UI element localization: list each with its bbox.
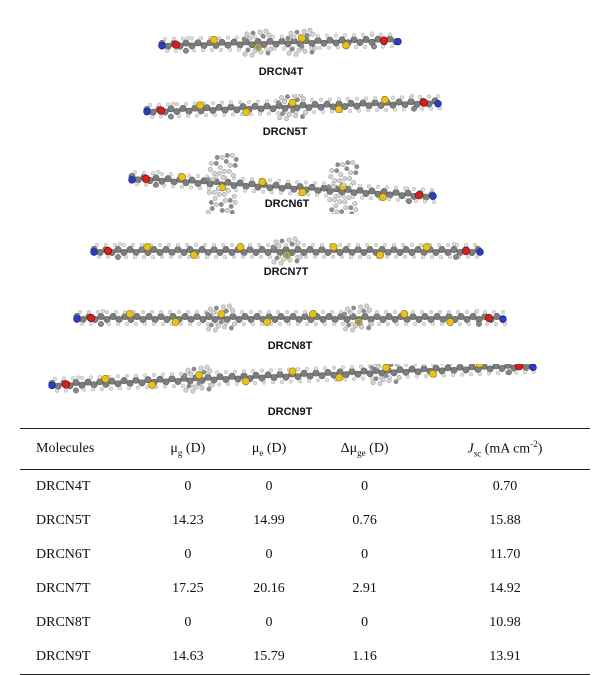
header-molecules: Molecules bbox=[20, 429, 147, 470]
molecule-structure-drcn4t bbox=[150, 28, 410, 62]
cell-jsc: 13.91 bbox=[420, 640, 590, 675]
molecule-atoms bbox=[159, 28, 402, 57]
molecule-atoms bbox=[74, 304, 507, 332]
cell-delta-mu: 0 bbox=[309, 470, 420, 505]
header-mu-g-unit: (D) bbox=[182, 441, 205, 456]
header-delta-mu-unit: (D) bbox=[366, 441, 389, 456]
molecule-label-drcn7t: DRCN7T bbox=[264, 266, 309, 278]
cell-delta-mu: 0 bbox=[309, 538, 420, 572]
cell-molecule: DRCN9T bbox=[20, 640, 147, 675]
dipole-moment-table bbox=[20, 428, 590, 675]
cell-mu-e: 14.99 bbox=[229, 504, 310, 538]
table-row bbox=[20, 470, 590, 505]
molecule-atoms bbox=[49, 364, 537, 393]
molecule-label-drcn9t: DRCN9T bbox=[268, 406, 313, 418]
header-mu-e-symbol: μ bbox=[252, 441, 260, 456]
molecule-atoms bbox=[144, 94, 442, 121]
molecule-label-drcn4t: DRCN4T bbox=[259, 66, 304, 78]
header-mu-e-unit: (D) bbox=[263, 441, 286, 456]
table-row bbox=[20, 606, 590, 640]
header-mu-e-sub: e bbox=[259, 447, 263, 457]
table-row bbox=[20, 572, 590, 606]
cell-delta-mu: 1.16 bbox=[309, 640, 420, 675]
header-jsc-close: ) bbox=[538, 442, 543, 457]
cell-molecule: DRCN8T bbox=[20, 606, 147, 640]
cell-mu-g: 0 bbox=[147, 606, 229, 640]
molecule-structure-drcn8t bbox=[65, 296, 515, 340]
header-delta-mu bbox=[309, 429, 420, 470]
cell-jsc: 11.70 bbox=[420, 538, 590, 572]
molecule-label-drcn6t: DRCN6T bbox=[265, 198, 310, 210]
header-mu-g-sub: g bbox=[178, 447, 183, 457]
header-mu-g-symbol: μ bbox=[170, 441, 178, 456]
header-jsc-sub: sc bbox=[474, 449, 482, 459]
cell-jsc: 0.70 bbox=[420, 470, 590, 505]
molecule-label-drcn5t: DRCN5T bbox=[263, 126, 308, 138]
cell-mu-e: 20.16 bbox=[229, 572, 310, 606]
cell-molecule: DRCN6T bbox=[20, 538, 147, 572]
header-jsc-unit: (mA cm bbox=[481, 442, 530, 457]
header-delta-mu-sub: ge bbox=[357, 447, 366, 457]
cell-mu-g: 0 bbox=[147, 470, 229, 505]
cell-jsc: 14.92 bbox=[420, 572, 590, 606]
cell-molecule: DRCN5T bbox=[20, 504, 147, 538]
header-jsc bbox=[420, 429, 590, 470]
molecule-structure-drcn7t bbox=[82, 236, 492, 266]
header-delta-mu-symbol: Δμ bbox=[341, 441, 358, 456]
header-jsc-symbol: J bbox=[467, 442, 473, 457]
cell-mu-e: 0 bbox=[229, 470, 310, 505]
table-row bbox=[20, 640, 590, 675]
cell-mu-g: 14.63 bbox=[147, 640, 229, 675]
molecule-label-drcn8t: DRCN8T bbox=[268, 340, 313, 352]
cell-mu-g: 14.23 bbox=[147, 504, 229, 538]
cell-mu-e: 0 bbox=[229, 606, 310, 640]
cell-delta-mu: 0 bbox=[309, 606, 420, 640]
molecule-atoms bbox=[91, 237, 484, 265]
cell-mu-g: 0 bbox=[147, 538, 229, 572]
molecule-structure-drcn9t bbox=[40, 364, 545, 406]
cell-molecule: DRCN4T bbox=[20, 470, 147, 505]
table-row bbox=[20, 504, 590, 538]
cell-molecule: DRCN7T bbox=[20, 572, 147, 606]
table-header-row bbox=[20, 429, 590, 470]
cell-mu-e: 15.79 bbox=[229, 640, 310, 675]
molecule-structure-drcn5t bbox=[135, 94, 450, 128]
table-row bbox=[20, 538, 590, 572]
cell-delta-mu: 2.91 bbox=[309, 572, 420, 606]
cell-mu-e: 0 bbox=[229, 538, 310, 572]
cell-jsc: 10.98 bbox=[420, 606, 590, 640]
cell-mu-g: 17.25 bbox=[147, 572, 229, 606]
cell-delta-mu: 0.76 bbox=[309, 504, 420, 538]
cell-jsc: 15.88 bbox=[420, 504, 590, 538]
header-mu-e bbox=[229, 429, 310, 470]
header-mu-g bbox=[147, 429, 229, 470]
header-jsc-sup: -2 bbox=[530, 439, 538, 449]
results-table bbox=[20, 428, 590, 675]
